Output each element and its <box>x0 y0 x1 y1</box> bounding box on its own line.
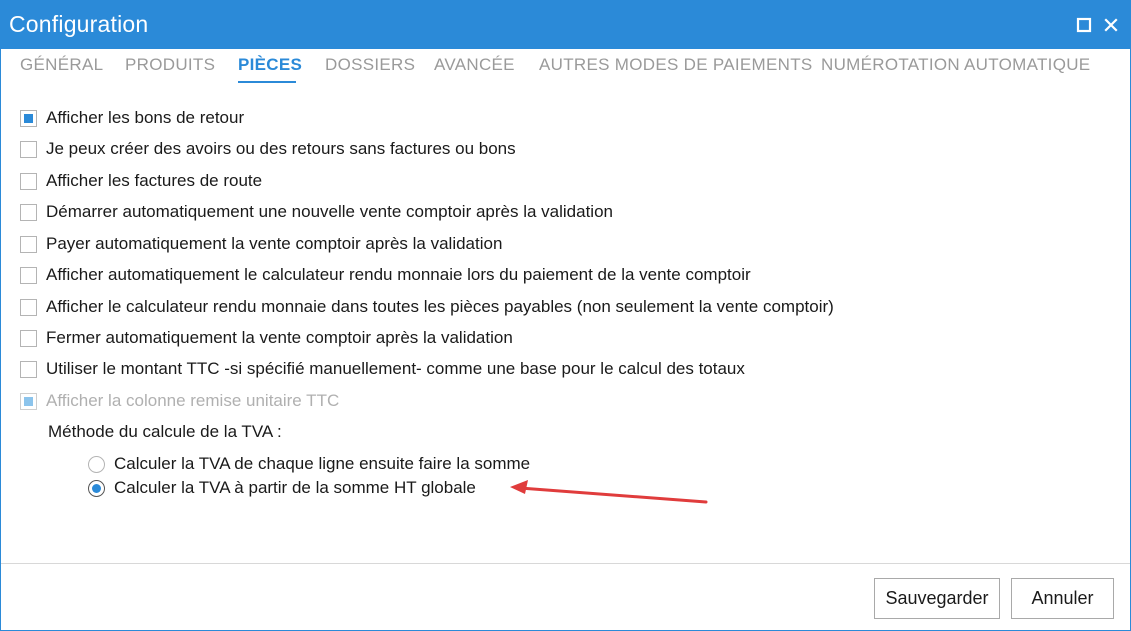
option-label: Utiliser le montant TTC -si spécifié manuellement- comme une base pour le calcul des totaux <box>46 359 745 378</box>
option-label: Payer automatiquement la vente comptoir après la validation <box>46 234 503 253</box>
radio-button[interactable] <box>88 456 105 473</box>
footer-separator <box>1 563 1130 564</box>
option-label: Afficher les bons de retour <box>46 108 245 127</box>
radio-tva-somme-ht-globale[interactable] <box>88 478 476 498</box>
option-payer-automatiquement[interactable] <box>20 234 502 254</box>
checkbox[interactable] <box>20 141 37 158</box>
red-arrow-annotation-icon <box>506 477 711 507</box>
tab-dossiers[interactable]: DOSSIERS <box>325 55 416 74</box>
title-bar[interactable] <box>1 1 1130 49</box>
radio-label: Calculer la TVA de chaque ligne ensuite faire la somme <box>114 454 531 473</box>
option-label: Je peux créer des avoirs ou des retours sans factures ou bons <box>46 139 516 158</box>
radio-tva-chaque-ligne[interactable] <box>88 454 530 474</box>
window-title: Configuration <box>9 11 149 37</box>
active-tab-indicator <box>238 81 296 83</box>
checkbox[interactable] <box>20 236 37 253</box>
option-afficher-bons-de-retour[interactable] <box>20 108 244 128</box>
tab-avancee[interactable]: AVANCÉE <box>434 55 515 74</box>
radio-button[interactable] <box>88 480 105 497</box>
close-button[interactable] <box>1099 13 1123 37</box>
option-label: Afficher automatiquement le calculateur rendu monnaie lors du paiement de la vente comptoir <box>46 265 751 284</box>
checkbox[interactable] <box>20 110 37 127</box>
tab-bar <box>1 55 1130 81</box>
option-afficher-calculateur-pieces-payables[interactable] <box>20 297 834 317</box>
checkbox[interactable] <box>20 299 37 316</box>
option-label: Afficher le calculateur rendu monnaie dans toutes les pièces payables (non seulement la vente comptoir) <box>46 297 834 316</box>
option-afficher-factures-de-route[interactable] <box>20 171 262 191</box>
tab-general[interactable]: GÉNÉRAL <box>20 55 104 74</box>
checkbox[interactable] <box>20 173 37 190</box>
radio-label: Calculer la TVA à partir de la somme HT globale <box>114 478 476 497</box>
option-utiliser-montant-ttc[interactable] <box>20 359 745 379</box>
save-button[interactable]: Sauvegarder <box>874 578 1000 619</box>
cancel-button[interactable]: Annuler <box>1011 578 1114 619</box>
tab-pieces[interactable]: PIÈCES <box>238 55 303 74</box>
checkbox[interactable] <box>20 361 37 378</box>
option-afficher-calculateur-paiement[interactable] <box>20 265 751 285</box>
option-label: Afficher la colonne remise unitaire TTC <box>46 391 340 410</box>
tab-autres-modes-de-paiements[interactable]: AUTRES MODES DE PAIEMENTS <box>539 55 813 74</box>
option-label: Fermer automatiquement la vente comptoir après la validation <box>46 328 513 347</box>
tva-method-label: Méthode du calcule de la TVA : <box>48 422 282 441</box>
option-label: Afficher les factures de route <box>46 171 263 190</box>
checkbox[interactable] <box>20 330 37 347</box>
maximize-button[interactable] <box>1072 13 1096 37</box>
option-creer-avoirs-sans-factures[interactable] <box>20 139 516 159</box>
option-label: Démarrer automatiquement une nouvelle vente comptoir après la validation <box>46 202 613 221</box>
tab-produits[interactable]: PRODUITS <box>125 55 216 74</box>
tab-numerotation-automatique[interactable]: NUMÉROTATION AUTOMATIQUE <box>821 55 1091 74</box>
checkbox[interactable] <box>20 204 37 221</box>
option-afficher-colonne-remise-ttc <box>20 391 339 411</box>
checkbox-disabled <box>20 393 37 410</box>
close-icon <box>1103 17 1119 33</box>
option-demarrer-nouvelle-vente[interactable] <box>20 202 613 222</box>
maximize-icon <box>1076 17 1092 33</box>
checkbox[interactable] <box>20 267 37 284</box>
option-fermer-vente-comptoir[interactable] <box>20 328 513 348</box>
